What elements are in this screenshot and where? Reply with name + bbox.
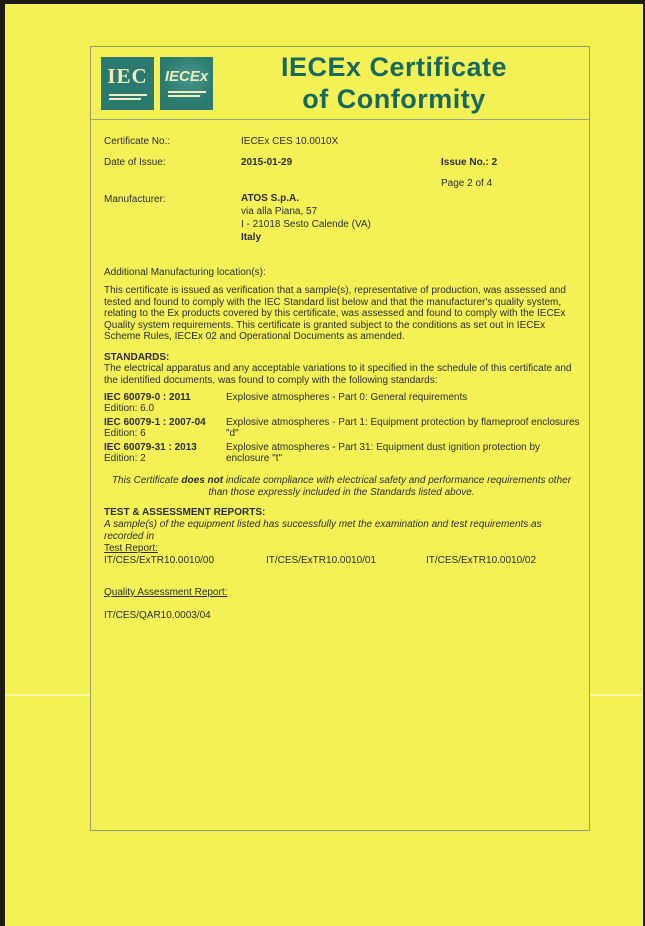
date-of-issue-label: Date of Issue: [104, 157, 166, 168]
standard-item [104, 442, 582, 464]
title-line-1: IECEx Certificate [280, 52, 508, 82]
manufacturer-address-1: via alla Piana, 57 [241, 206, 318, 217]
certificate-box [90, 46, 590, 831]
standard-code: IEC 60079-1 : 2007-04 [104, 417, 206, 428]
manufacturer-address-block [241, 192, 371, 244]
test-reports-intro: A sample(s) of the equipment listed has successfully met the examination and test requirements as recorded in [104, 519, 542, 542]
date-of-issue-value: 2015-01-29 [241, 157, 293, 168]
standard-code: IEC 60079-31 : 2013 [104, 442, 197, 453]
test-report-label: Test Report: [104, 543, 158, 554]
standard-code: IEC 60079-0 : 2011 [104, 392, 191, 403]
title-line-2: of Conformity [302, 84, 486, 114]
certificate-header [91, 47, 589, 120]
certificate-no-value: IECEx CES 10.0010X [241, 136, 339, 147]
verification-paragraph: This certificate is issued as verification that a sample(s), representative of production, was assessed and tested and found to comply with the IEC Standard list below and that the manufacturer's quality system, relating to the Ex products covered by this certificate, was assessed and found to comply with the IECEx Quality system requirements. This certificate is granted subject to the conditions as set out in IECEx Scheme Rules, IECEx 02 and Operational Documents as amended. [104, 285, 566, 342]
test-report-number: IT/CES/ExTR10.0010/00 [104, 555, 215, 566]
disclaimer [109, 475, 574, 498]
manufacturer-label: Manufacturer: [104, 194, 166, 205]
additional-locations-label: Additional Manufacturing location(s): [104, 267, 266, 278]
iec-logo-bars [109, 92, 147, 100]
iecex-logo-icon [160, 57, 213, 110]
standards-list [104, 392, 582, 467]
standard-code-edition [104, 392, 226, 414]
page-title [213, 51, 575, 115]
manufacturer-name: ATOS S.p.A. [241, 193, 299, 204]
standard-item [104, 417, 582, 439]
disclaimer-prefix: This Certificate [111, 475, 182, 486]
standard-edition: Edition: 6 [104, 428, 146, 439]
disclaimer-suffix: indicate compliance with electrical safety and performance requirements other than those expressly included in the Standards listed above. [208, 475, 572, 498]
standards-heading: STANDARDS: [104, 352, 170, 363]
iecex-logo-bars [168, 89, 206, 97]
test-report-number: IT/CES/ExTR10.0010/02 [426, 555, 537, 566]
standard-description: Explosive atmospheres - Part 1: Equipment protection by flameproof enclosures "d" [226, 417, 580, 439]
qar-value: IT/CES/QAR10.0003/04 [104, 610, 211, 621]
standard-code-edition [104, 442, 226, 464]
iecex-logo-text: IECEx [164, 68, 209, 85]
manufacturer-country: Italy [241, 232, 262, 243]
qar-label: Quality Assessment Report: [104, 587, 228, 598]
logo-group [101, 57, 213, 110]
iec-logo-text: IEC [107, 64, 148, 88]
standard-code-edition [104, 417, 226, 439]
page-number: Page 2 of 4 [441, 178, 493, 189]
test-report-number: IT/CES/ExTR10.0010/01 [266, 555, 377, 566]
test-report-values [104, 555, 582, 566]
certificate-no-label: Certificate No.: [104, 136, 171, 147]
issue-no: Issue No.: 2 [441, 157, 498, 168]
title-wrap [213, 51, 589, 115]
manufacturer-address-2: I - 21018 Sesto Calende (VA) [241, 219, 371, 230]
iec-logo-icon [101, 57, 154, 110]
standard-description: Explosive atmospheres - Part 31: Equipment dust ignition protection by enclosure "t" [226, 442, 541, 464]
standard-item [104, 392, 582, 414]
test-reports-heading: TEST & ASSESSMENT REPORTS: [104, 507, 266, 518]
standard-edition: Edition: 2 [104, 453, 146, 464]
standard-description: Explosive atmospheres - Part 0: General requirements [226, 392, 468, 403]
standards-intro: The electrical apparatus and any acceptable variations to it specified in the schedule of this certificate and the identified documents, was found to comply with the following standards: [104, 363, 572, 386]
standard-edition: Edition: 6.0 [104, 403, 155, 414]
disclaimer-bold: does not [181, 475, 224, 486]
